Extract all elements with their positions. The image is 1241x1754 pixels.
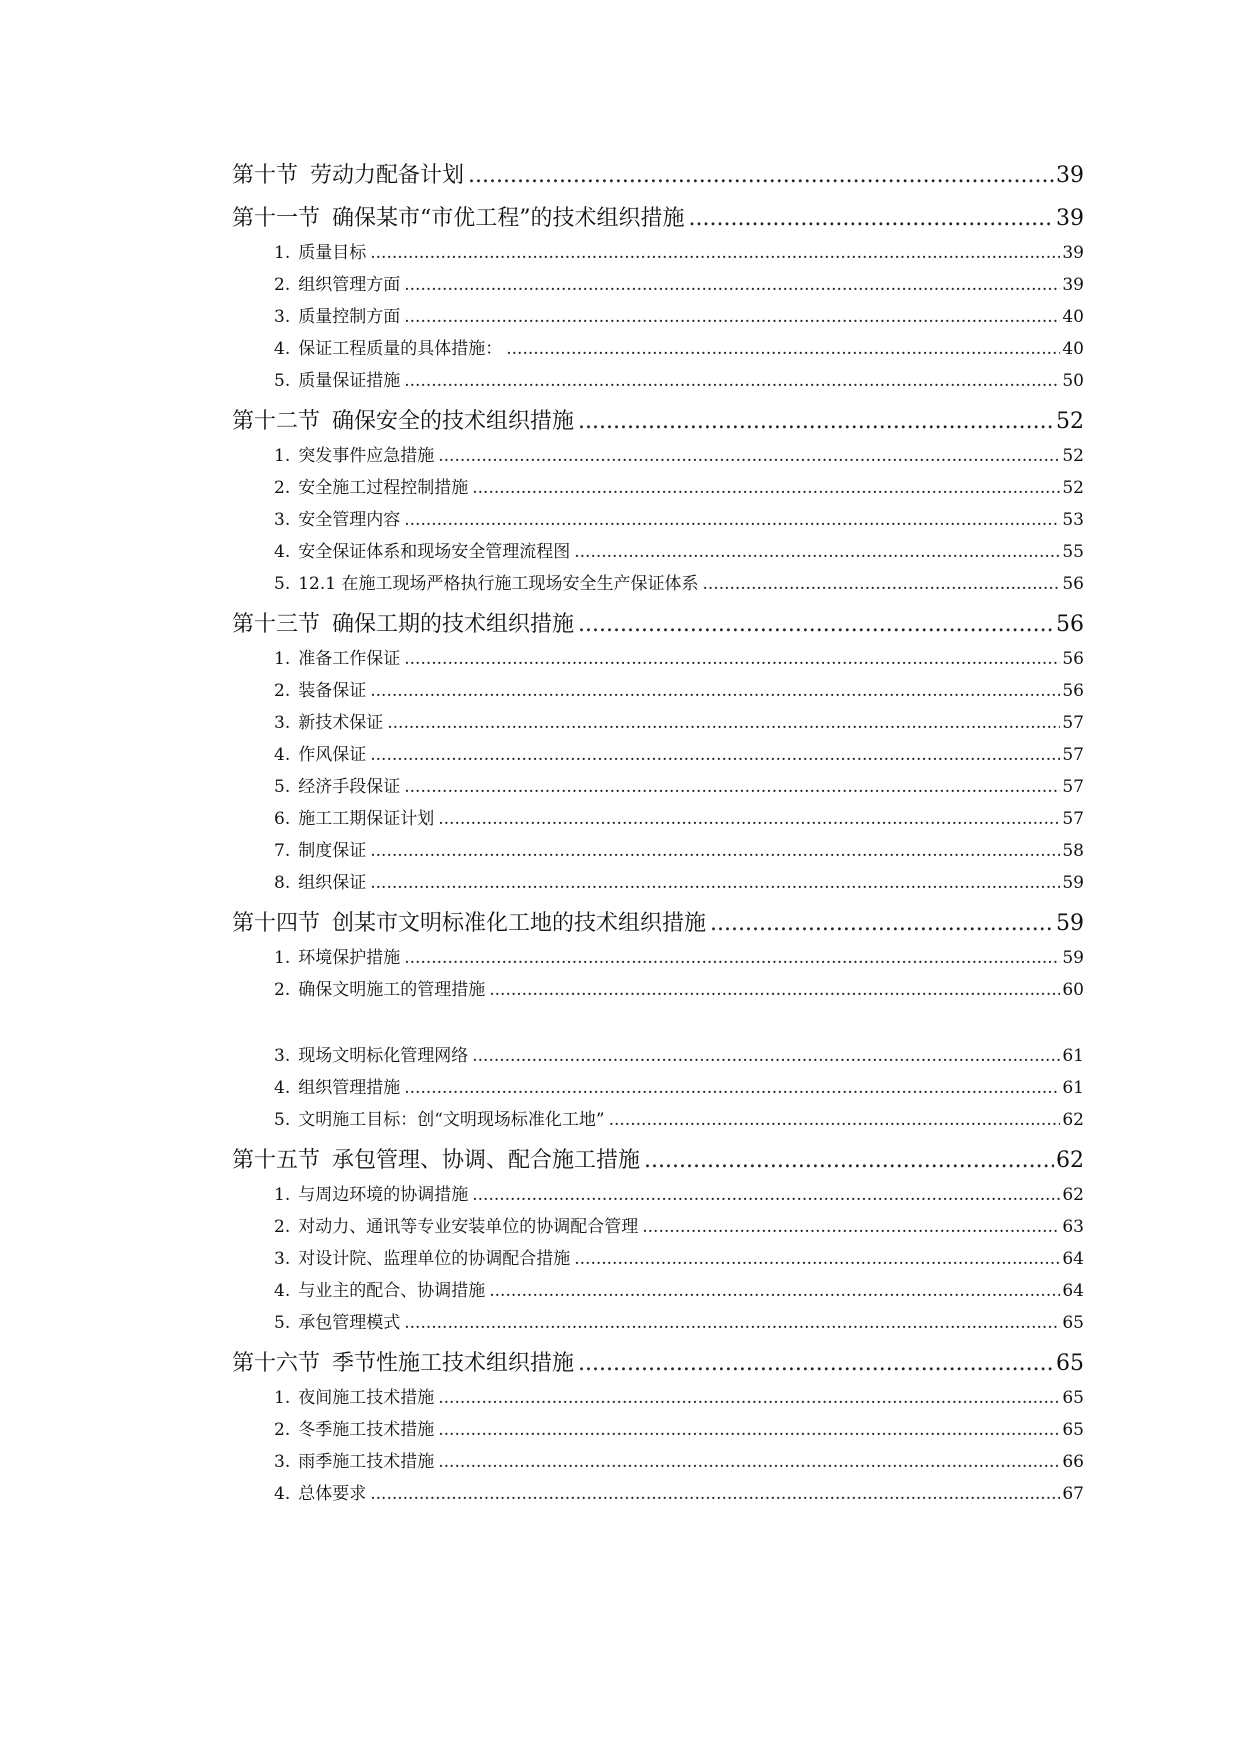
- dot-leader: [370, 237, 1060, 269]
- toc-entry-title: 夜间施工技术措施: [298, 1388, 435, 1408]
- toc-subsection-entry[interactable]: [232, 1414, 1084, 1446]
- toc-entry-title: 安全施工过程控制措施: [298, 478, 469, 498]
- toc-subsection-entry[interactable]: [232, 1040, 1084, 1072]
- toc-item-number: 8.: [274, 873, 291, 893]
- toc-page-number: 63: [1062, 1217, 1084, 1237]
- toc-entry-text: [274, 365, 400, 397]
- toc-entry-title: 与周边环境的协调措施: [298, 1185, 469, 1205]
- toc-page-number: 59: [1056, 911, 1084, 936]
- toc-item-number: 5.: [274, 777, 291, 797]
- toc-subsection-entry[interactable]: [232, 675, 1084, 707]
- toc-entry-text: [274, 974, 485, 1006]
- toc-item-number: 3.: [274, 510, 291, 530]
- toc-page-number: 65: [1062, 1313, 1084, 1333]
- dot-leader: [574, 1243, 1060, 1275]
- toc-section-label: 第十五节: [232, 1148, 321, 1173]
- toc-entry-title: 雨季施工技术措施: [298, 1452, 435, 1472]
- toc-entry-text: [274, 1243, 570, 1275]
- toc-page-number: 56: [1062, 649, 1084, 669]
- toc-page-number: 65: [1056, 1351, 1084, 1376]
- toc-subsection-entry[interactable]: [232, 269, 1084, 301]
- toc-item-number: 5.: [274, 574, 291, 594]
- toc-item-number: 4.: [274, 339, 291, 359]
- toc-entry-text: [274, 942, 400, 974]
- toc-subsection-entry[interactable]: [232, 333, 1084, 365]
- toc-item-number: 4.: [274, 1281, 291, 1301]
- toc-page-number: 62: [1056, 1148, 1084, 1173]
- toc-entry-title: 质量保证措施: [298, 371, 401, 391]
- toc-entry-title: 与业主的配合、协调措施: [298, 1281, 486, 1301]
- toc-subsection-entry[interactable]: [232, 536, 1084, 568]
- toc-page-number: 62: [1062, 1185, 1084, 1205]
- toc-page-number: 39: [1056, 206, 1084, 231]
- toc-entry-title: 保证工程质量的具体措施：: [298, 339, 503, 359]
- dot-leader: [404, 942, 1060, 974]
- toc-subsection-entry[interactable]: [232, 803, 1084, 835]
- toc-page-number: 55: [1062, 542, 1084, 562]
- toc-subsection-entry[interactable]: [232, 1478, 1084, 1510]
- dot-leader: [489, 974, 1060, 1006]
- toc-section-entry[interactable]: [232, 403, 1084, 440]
- toc-entry-title: 现场文明标化管理网络: [298, 1046, 469, 1066]
- toc-item-number: 2.: [274, 1420, 291, 1440]
- toc-subsection-entry[interactable]: [232, 472, 1084, 504]
- toc-subsection-entry[interactable]: [232, 974, 1084, 1006]
- toc-section-label: 第十一节: [232, 206, 321, 231]
- toc-item-number: 5.: [274, 1110, 291, 1130]
- dot-leader: [642, 1211, 1060, 1243]
- toc-page-number: 57: [1062, 745, 1084, 765]
- toc-subsection-entry[interactable]: [232, 942, 1084, 974]
- dot-leader: [472, 1040, 1060, 1072]
- toc-item-number: 1.: [274, 948, 291, 968]
- toc-subsection-entry[interactable]: [232, 1382, 1084, 1414]
- toc-entry-title: 安全管理内容: [298, 510, 401, 530]
- toc-section-label: 第十节: [232, 163, 299, 188]
- toc-page-number: 60: [1062, 980, 1084, 1000]
- toc-item-number: 4.: [274, 1078, 291, 1098]
- toc-section-entry[interactable]: [232, 200, 1084, 237]
- dot-leader: [468, 157, 1054, 194]
- toc-item-number: 5.: [274, 1313, 291, 1333]
- toc-page-number: 56: [1062, 574, 1084, 594]
- toc-item-number: 2.: [274, 1217, 291, 1237]
- toc-page-number: 39: [1062, 275, 1084, 295]
- toc-page-number: 67: [1062, 1484, 1084, 1504]
- toc-entry-title: 新技术保证: [298, 713, 384, 733]
- toc-item-number: 4.: [274, 1484, 291, 1504]
- toc-entry-title: 总体要求: [298, 1484, 367, 1504]
- toc-entry-text: [274, 867, 366, 899]
- toc-entry-text: [232, 200, 685, 237]
- toc-entry-text: [232, 606, 574, 643]
- dot-leader: [506, 333, 1060, 365]
- toc-entry-text: [274, 643, 400, 675]
- toc-subsection-entry[interactable]: [232, 835, 1084, 867]
- dot-leader: [438, 1446, 1060, 1478]
- toc-item-number: 1.: [274, 446, 291, 466]
- toc-entry-text: [274, 1040, 468, 1072]
- dot-leader: [404, 643, 1060, 675]
- toc-entry-text: [274, 1307, 400, 1339]
- toc-entry-title: 质量控制方面: [298, 307, 401, 327]
- toc-page-number: 52: [1062, 478, 1084, 498]
- dot-leader: [404, 771, 1060, 803]
- toc-item-number: 2.: [274, 681, 291, 701]
- dot-leader: [578, 1345, 1054, 1382]
- toc-entry-text: [274, 269, 400, 301]
- toc-entry-text: [274, 675, 366, 707]
- toc-entry-title: 作风保证: [298, 745, 367, 765]
- toc-item-number: 3.: [274, 307, 291, 327]
- toc-section-entry[interactable]: [232, 1345, 1084, 1382]
- toc-subsection-entry[interactable]: [232, 771, 1084, 803]
- toc-page-number: 52: [1062, 446, 1084, 466]
- toc-entry-title: 确保文明施工的管理措施: [298, 980, 486, 1000]
- toc-page-number: 66: [1062, 1452, 1084, 1472]
- toc-subsection-entry[interactable]: [232, 867, 1084, 899]
- toc-entry-title: 确保安全的技术组织措施: [332, 409, 575, 434]
- toc-entry-title: 制度保证: [298, 841, 367, 861]
- toc-subsection-entry[interactable]: [232, 1307, 1084, 1339]
- toc-section-entry[interactable]: [232, 1142, 1084, 1179]
- toc-page-number: 61: [1062, 1046, 1084, 1066]
- toc-entry-title: 装备保证: [298, 681, 367, 701]
- toc-page-number: 56: [1062, 681, 1084, 701]
- toc-entry-text: [274, 771, 400, 803]
- toc-entry-text: [274, 1478, 366, 1510]
- toc-item-number: 4.: [274, 542, 291, 562]
- toc-entry-title: 施工工期保证计划: [298, 809, 435, 829]
- toc-page-number: 65: [1062, 1420, 1084, 1440]
- toc-entry-title: 安全保证体系和现场安全管理流程图: [298, 542, 571, 562]
- toc-item-number: 2.: [274, 980, 291, 1000]
- toc-entry-text: [274, 803, 434, 835]
- toc-page-number: 40: [1062, 307, 1084, 327]
- toc-page-number: 57: [1062, 777, 1084, 797]
- toc-entry-text: [232, 403, 574, 440]
- toc-entry-text: [274, 237, 366, 269]
- toc-section-label: 第十二节: [232, 409, 321, 434]
- toc-entry-title: 组织管理措施: [298, 1078, 401, 1098]
- dot-leader: [472, 1179, 1060, 1211]
- toc-page-number: 59: [1062, 873, 1084, 893]
- toc-subsection-entry[interactable]: [232, 1072, 1084, 1104]
- toc-item-number: 5.: [274, 371, 291, 391]
- toc-entry-title: 劳动力配备计划: [310, 163, 465, 188]
- toc-entry-text: [274, 536, 570, 568]
- toc-entry-text: [232, 1142, 640, 1179]
- toc-subsection-entry[interactable]: [232, 1211, 1084, 1243]
- toc-entry-title: 冬季施工技术措施: [298, 1420, 435, 1440]
- toc-entry-title: 12.1 在施工现场严格执行施工现场安全生产保证体系: [298, 574, 699, 594]
- toc-page-number: 57: [1062, 713, 1084, 733]
- toc-item-number: 6.: [274, 809, 291, 829]
- toc-page-number: 58: [1062, 841, 1084, 861]
- toc-subsection-entry[interactable]: [232, 1179, 1084, 1211]
- toc-entry-title: 经济手段保证: [298, 777, 401, 797]
- toc-item-number: 3.: [274, 1249, 291, 1269]
- dot-leader: [370, 867, 1060, 899]
- toc-entry-text: [274, 1414, 434, 1446]
- toc-page-number: 39: [1062, 243, 1084, 263]
- toc-entry-text: [274, 504, 400, 536]
- toc-section-label: 第十四节: [232, 911, 321, 936]
- toc-item-number: 3.: [274, 713, 291, 733]
- toc-entry-title: 准备工作保证: [298, 649, 401, 669]
- toc-entry-title: 确保某市“市优工程”的技术组织措施: [332, 206, 685, 231]
- toc-entry-text: [274, 440, 434, 472]
- toc-item-number: 4.: [274, 745, 291, 765]
- toc-entry-title: 环境保护措施: [298, 948, 401, 968]
- toc-page-number: 59: [1062, 948, 1084, 968]
- toc-item-number: 1.: [274, 649, 291, 669]
- toc-entry-title: 承包管理模式: [298, 1313, 401, 1333]
- toc-item-number: 2.: [274, 478, 291, 498]
- toc-page-number: 65: [1062, 1388, 1084, 1408]
- dot-leader: [472, 472, 1060, 504]
- dot-leader: [404, 365, 1060, 397]
- toc-entry-text: [274, 568, 699, 600]
- dot-leader: [689, 200, 1054, 237]
- toc-page-number: 62: [1062, 1110, 1084, 1130]
- dot-leader: [703, 568, 1061, 600]
- toc-subsection-entry[interactable]: [232, 365, 1084, 397]
- toc-section-entry[interactable]: [232, 606, 1084, 643]
- toc-entry-text: [274, 1072, 400, 1104]
- toc-page-number: 53: [1062, 510, 1084, 530]
- toc-entry-text: [274, 1382, 434, 1414]
- toc-item-number: 3.: [274, 1452, 291, 1472]
- dot-leader: [370, 675, 1060, 707]
- dot-leader: [370, 1478, 1060, 1510]
- dot-leader: [404, 269, 1060, 301]
- toc-entry-text: [232, 157, 464, 194]
- toc-section-entry[interactable]: [232, 157, 1084, 194]
- toc-subsection-entry[interactable]: [232, 1243, 1084, 1275]
- toc-entry-text: [274, 1104, 605, 1136]
- toc-entry-title: 对设计院、监理单位的协调配合措施: [298, 1249, 571, 1269]
- toc-page-number: 64: [1062, 1281, 1084, 1301]
- toc-subsection-entry[interactable]: [232, 504, 1084, 536]
- toc-entry-text: [274, 707, 383, 739]
- toc-entry-title: 对动力、通讯等专业安装单位的协调配合管理: [298, 1217, 639, 1237]
- toc-page-number: 64: [1062, 1249, 1084, 1269]
- dot-leader: [404, 1307, 1060, 1339]
- toc-subsection-entry[interactable]: [232, 739, 1084, 771]
- dot-leader: [370, 739, 1060, 771]
- toc-subsection-entry[interactable]: [232, 1104, 1084, 1136]
- toc-entry-title: 季节性施工技术组织措施: [332, 1351, 575, 1376]
- dot-leader: [578, 403, 1054, 440]
- toc-entry-text: [232, 1345, 574, 1382]
- toc-entry-title: 突发事件应急措施: [298, 446, 435, 466]
- dot-leader: [438, 440, 1060, 472]
- toc-item-number: 3.: [274, 1046, 291, 1066]
- toc-entry-title: 创某市文明标准化工地的技术组织措施: [332, 911, 707, 936]
- toc-entry-text: [274, 1446, 434, 1478]
- toc-entry-text: [274, 333, 502, 365]
- toc-page-number: 56: [1056, 612, 1084, 637]
- toc-subsection-entry[interactable]: [232, 568, 1084, 600]
- toc-subsection-entry[interactable]: [232, 440, 1084, 472]
- toc-subsection-entry[interactable]: [232, 1275, 1084, 1307]
- toc-item-number: 1.: [274, 1388, 291, 1408]
- toc-section-label: 第十三节: [232, 612, 321, 637]
- toc-page-number: 39: [1056, 163, 1084, 188]
- dot-leader: [644, 1142, 1054, 1179]
- toc-page-number: 57: [1062, 809, 1084, 829]
- dot-leader: [404, 1072, 1060, 1104]
- toc-entry-title: 确保工期的技术组织措施: [332, 612, 575, 637]
- toc-section-label: 第十六节: [232, 1351, 321, 1376]
- dot-leader: [438, 1382, 1060, 1414]
- toc-entry-title: 组织管理方面: [298, 275, 401, 295]
- toc-entry-text: [274, 1211, 638, 1243]
- dot-leader: [404, 504, 1060, 536]
- dot-leader: [438, 803, 1060, 835]
- toc-entry-text: [274, 1179, 468, 1211]
- toc-subsection-entry[interactable]: [232, 301, 1084, 333]
- toc-subsection-entry[interactable]: [232, 643, 1084, 675]
- dot-leader: [574, 536, 1060, 568]
- dot-leader: [387, 707, 1060, 739]
- toc-subsection-entry[interactable]: [232, 707, 1084, 739]
- toc-item-number: 2.: [274, 275, 291, 295]
- toc-entry-title: 文明施工目标：创“文明现场标准化工地”: [298, 1110, 605, 1130]
- toc-subsection-entry[interactable]: [232, 237, 1084, 269]
- table-of-contents: [232, 157, 1084, 1510]
- toc-subsection-entry[interactable]: [232, 1446, 1084, 1478]
- toc-page-number: 50: [1062, 371, 1084, 391]
- dot-leader: [404, 301, 1060, 333]
- dot-leader: [370, 835, 1060, 867]
- toc-entry-title: 组织保证: [298, 873, 367, 893]
- toc-page-number: 40: [1062, 339, 1084, 359]
- toc-entry-text: [274, 472, 468, 504]
- toc-entry-text: [274, 301, 400, 333]
- toc-entry-text: [274, 1275, 485, 1307]
- dot-leader: [710, 905, 1054, 942]
- toc-entry-title: 质量目标: [298, 243, 367, 263]
- toc-item-number: 7.: [274, 841, 291, 861]
- toc-item-number: 1.: [274, 243, 291, 263]
- toc-page-number: 52: [1056, 409, 1084, 434]
- toc-entry-text: [232, 905, 706, 942]
- dot-leader: [578, 606, 1054, 643]
- toc-entry-title: 承包管理、协调、配合施工措施: [332, 1148, 641, 1173]
- toc-entry-text: [274, 835, 366, 867]
- toc-section-entry[interactable]: [232, 905, 1084, 942]
- toc-entry-text: [274, 739, 366, 771]
- toc-page-number: 61: [1062, 1078, 1084, 1098]
- toc-item-number: 1.: [274, 1185, 291, 1205]
- dot-leader: [489, 1275, 1060, 1307]
- dot-leader: [438, 1414, 1060, 1446]
- dot-leader: [609, 1104, 1061, 1136]
